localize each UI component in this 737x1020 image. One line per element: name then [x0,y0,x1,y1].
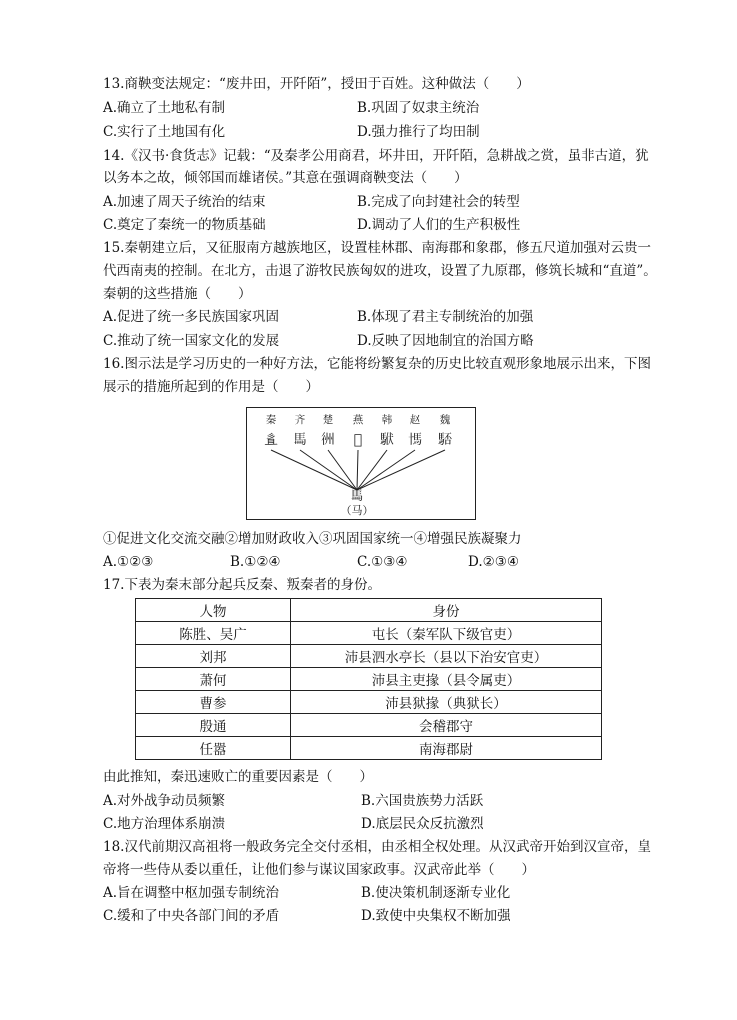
table-cell: 会稽郡守 [291,714,602,737]
q14-option-b: B.完成了向封建社会的转型 [357,194,520,210]
q17-option-a: A.对外战争动员频繁 [103,793,226,809]
table-header: 人物 [136,599,291,622]
table-row [136,668,602,691]
q17-option-c: C.地方治理体系崩溃 [103,816,226,832]
table-cell: 沛县泗水亭长（县以下治安官吏） [291,645,602,668]
q15-stem-line1: 15.秦朝建立后，又征服南方越族地区，设置桂林郡、南海郡和象郡，修五尺道加强对云贵一 [103,240,651,256]
q15-option-c: C.推动了统一国家文化的发展 [103,333,280,349]
table-cell: 刘邦 [136,645,291,668]
q15-stem-line2: 代西南夷的控制。在北方，击退了游牧民族匈奴的进攻，设置了九原郡，修筑长城和“直道”。 [103,263,657,279]
state-label: 楚 [322,414,334,426]
q17-option-b: B.六国贵族势力活跃 [361,793,484,809]
table-row [136,737,602,760]
state-labels [266,413,451,426]
q15-option-b: B.体现了君主专制统治的加强 [357,309,534,325]
table-cell: 曹参 [136,691,291,714]
q15-option-a: A.促进了统一多民族国家巩固 [103,309,280,325]
horse-glyph: 𢓟 [321,432,335,448]
q16-stem-line2: 展示的措施所起到的作用是（ ） [103,379,319,395]
q18-option-a: A.旨在调整中枢加强专制统治 [103,885,280,901]
table-row [136,691,602,714]
table-row [136,714,602,737]
q14-stem-line2: 以务本之故，倾邻国而雄诸侯。”其意在强调商鞅变法（ ） [103,170,468,186]
unified-horse-glyph: 𩡧 [350,489,364,504]
q13-option-a: A.确立了土地私有制 [103,100,226,116]
q16-items: ①促进文化交流交融②增加财政收入③巩固国家统一④增强民族凝聚力 [103,531,522,547]
horse-glyphs [264,432,452,448]
q18-stem-line2: 帝将一些侍从委以重任，让他们参与谋议国家政事。汉武帝此举（ ） [103,862,535,878]
q13-stem: 13.商鞅变法规定：“废井田，开阡陌”，授田于百姓。这种做法（ ） [103,76,530,92]
table-cell: 南海郡尉 [291,737,602,760]
q17-stem: 17.下表为秦末部分起兵反秦、叛秦者的身份。 [103,577,381,593]
horse-glyph: 𩣚 [438,432,452,448]
table-cell: 沛县主吏掾（县令属吏） [291,668,602,691]
q18-option-c: C.缓和了中央各部门间的矛盾 [103,908,280,924]
q16-option-b: B.①②④ [230,554,281,570]
table-row [136,622,602,645]
q16-option-d: D.②③④ [468,554,519,570]
state-label: 燕 [352,414,364,426]
identity-table [135,598,602,760]
q13-option-c: C.实行了土地国有化 [103,124,226,140]
q16-stem-line1: 16.图示法是学习历史的一种好方法，它能将纷繁复杂的历史比较直观形象地展示出来，下图 [103,356,651,372]
q15-stem-line3: 秦朝的这些措施（ ） [103,286,252,302]
state-label: 赵 [409,414,421,426]
connector-lines [271,450,445,490]
q16-option-a: A.①②③ [103,554,154,570]
q14-option-d: D.调动了人们的生产积极性 [357,217,521,233]
state-label: 韩 [381,414,393,426]
q18-option-d: D.致使中央集权不断加强 [361,908,511,924]
table-cell: 沛县狱掾（典狱长） [291,691,602,714]
q18-option-b: B.使决策机制逐渐专业化 [361,885,511,901]
q15-option-d: D.反映了因地制宜的治国方略 [357,333,534,349]
table-row [136,645,602,668]
table-header: 身份 [291,599,602,622]
q14-option-a: A.加速了周天子统治的结束 [103,194,266,210]
table-cell: 屯长（秦军队下级官吏） [291,622,602,645]
q14-stem-line1: 14.《汉书·食货志》记载：“及秦孝公用商君，坏井田，开阡陌，急耕战之赏，虽非古道，犹 [103,148,649,164]
table-cell: 陈胜、吴广 [136,622,291,645]
q17-option-d: D.底层民众反抗激烈 [361,816,484,832]
q14-option-c: C.奠定了秦统一的物质基础 [103,217,266,233]
state-label: 齐 [294,414,306,426]
q18-stem-line1: 18.汉代前期汉高祖将一般政务完全交付丞相，由丞相全权处理。从汉武帝开始到汉宣帝，皇 [103,839,651,855]
horse-glyph: 𩡪 [408,432,422,448]
table-cell: 任嚣 [136,737,291,760]
table-cell: 萧何 [136,668,291,691]
q13-option-b: B.巩固了奴隶主统治 [357,100,480,116]
horse-character-figure [246,407,476,520]
horse-glyph: 𩢰 [380,432,394,448]
q13-option-d: D.强力推行了均田制 [357,124,480,140]
state-label: 秦 [265,414,277,426]
horse-glyph: 𩡧 [293,432,307,448]
table-header-row [136,599,602,622]
q16-option-c: C.①③④ [357,554,408,570]
unified-horse-label: （马） [340,504,374,517]
q17-stem-followup: 由此推知，秦迅速败亡的重要因素是（ ） [103,769,373,785]
horse-glyph: 𢒉 [264,432,278,448]
horse-glyph: 𫝫 [353,432,363,448]
state-label: 魏 [439,414,451,426]
table-cell: 殷通 [136,714,291,737]
